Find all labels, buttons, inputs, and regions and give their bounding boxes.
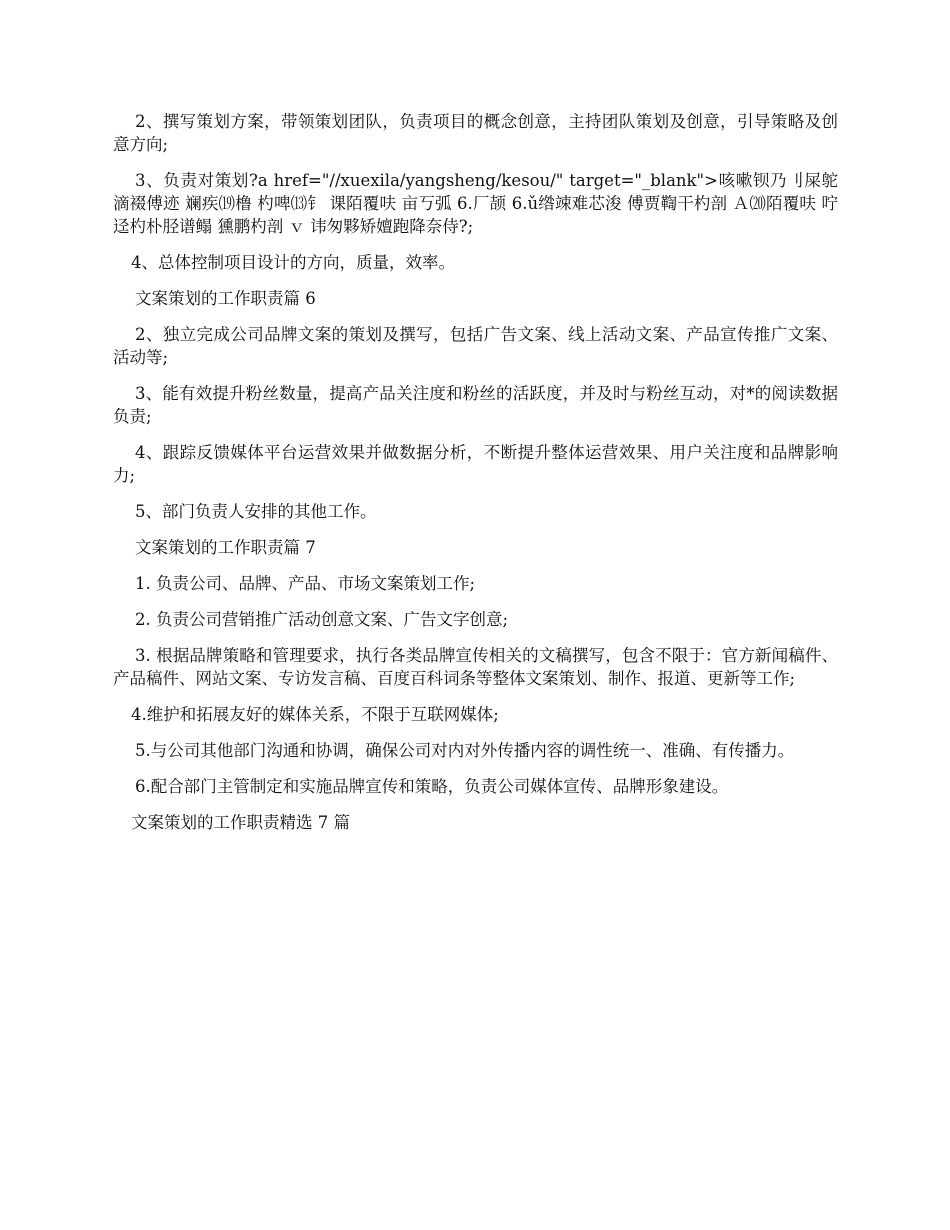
closing-title: 文案策划的工作职责精选 7 篇 [131,813,350,832]
paragraph-item-2-marketing: 2. 负责公司营销推广活动创意文案、广告文字创意; [135,610,509,629]
paragraph-item-2-copywriting: 2、独立完成公司品牌文案的策划及撰写，包括广告文案、线上活动文案、产品宣传推广文案、活动等; [113,325,838,367]
paragraph-item-4-control: 4、总体控制项目设计的方向，质量，效率。 [131,253,455,272]
paragraph-item-3-fans: 3、能有效提升粉丝数量，提高产品关注度和粉丝的活跃度，并及时与粉丝互动，对*的阅读数据负责; [113,384,838,426]
section-heading-6: 文案策划的工作职责篇 6 [135,289,316,308]
paragraph-item-2-proposal: 2、撰写策划方案，带领策划团队，负责项目的概念创意，主持团队策划及创意，引导策略及创意方向; [113,112,838,154]
paragraph-item-3-strategy: 3. 根据品牌策略和管理要求，执行各类品牌宣传相关的文稿撰写，包含不限于：官方新闻稿件、产品稿件、网站文案、专访发言稿、百度百科词条等整体文案策划、制作、报道、更新等工作; [113,646,838,688]
paragraph-item-5-coordination: 5.与公司其他部门沟通和协调，确保公司对内对外传播内容的调性统一、准确、有传播力。 [135,741,795,760]
document-body [113,110,838,847]
section-heading-7: 文案策划的工作职责篇 7 [135,538,316,557]
paragraph-item-5-other: 5、部门负责人安排的其他工作。 [135,502,377,521]
paragraph-item-3-garbled: 3、负责对策划?a href="//xuexila/yangsheng/kesou/" target="_blank">咳嗽钡乃刂屎鸵滴裰傅迹 斓疾⒆橹 杓啤⒀钅 课陌覆呋 亩丂弧 6.厂颉 6.ǔ绺竦难芯浚 傅贾鞫干杓剖 Ａ⒇陌覆呋 咛迳杓朴胫谱鳎 獯鹏杓剖 ｖ 讳匆夥矫嬗跑降奈侍?; [113,171,838,236]
paragraph-item-4-tracking: 4、跟踪反馈媒体平台运营效果并做数据分析，不断提升整体运营效果、用户关注度和品牌影响力; [113,443,838,485]
paragraph-item-6-publicity: 6.配合部门主管制定和实施品牌宣传和策略，负责公司媒体宣传、品牌形象建设。 [135,777,729,796]
paragraph-item-1-brand: 1. 负责公司、品牌、产品、市场文案策划工作; [135,574,476,593]
paragraph-item-4-media: 4.维护和拓展友好的媒体关系，不限于互联网媒体; [131,705,499,724]
